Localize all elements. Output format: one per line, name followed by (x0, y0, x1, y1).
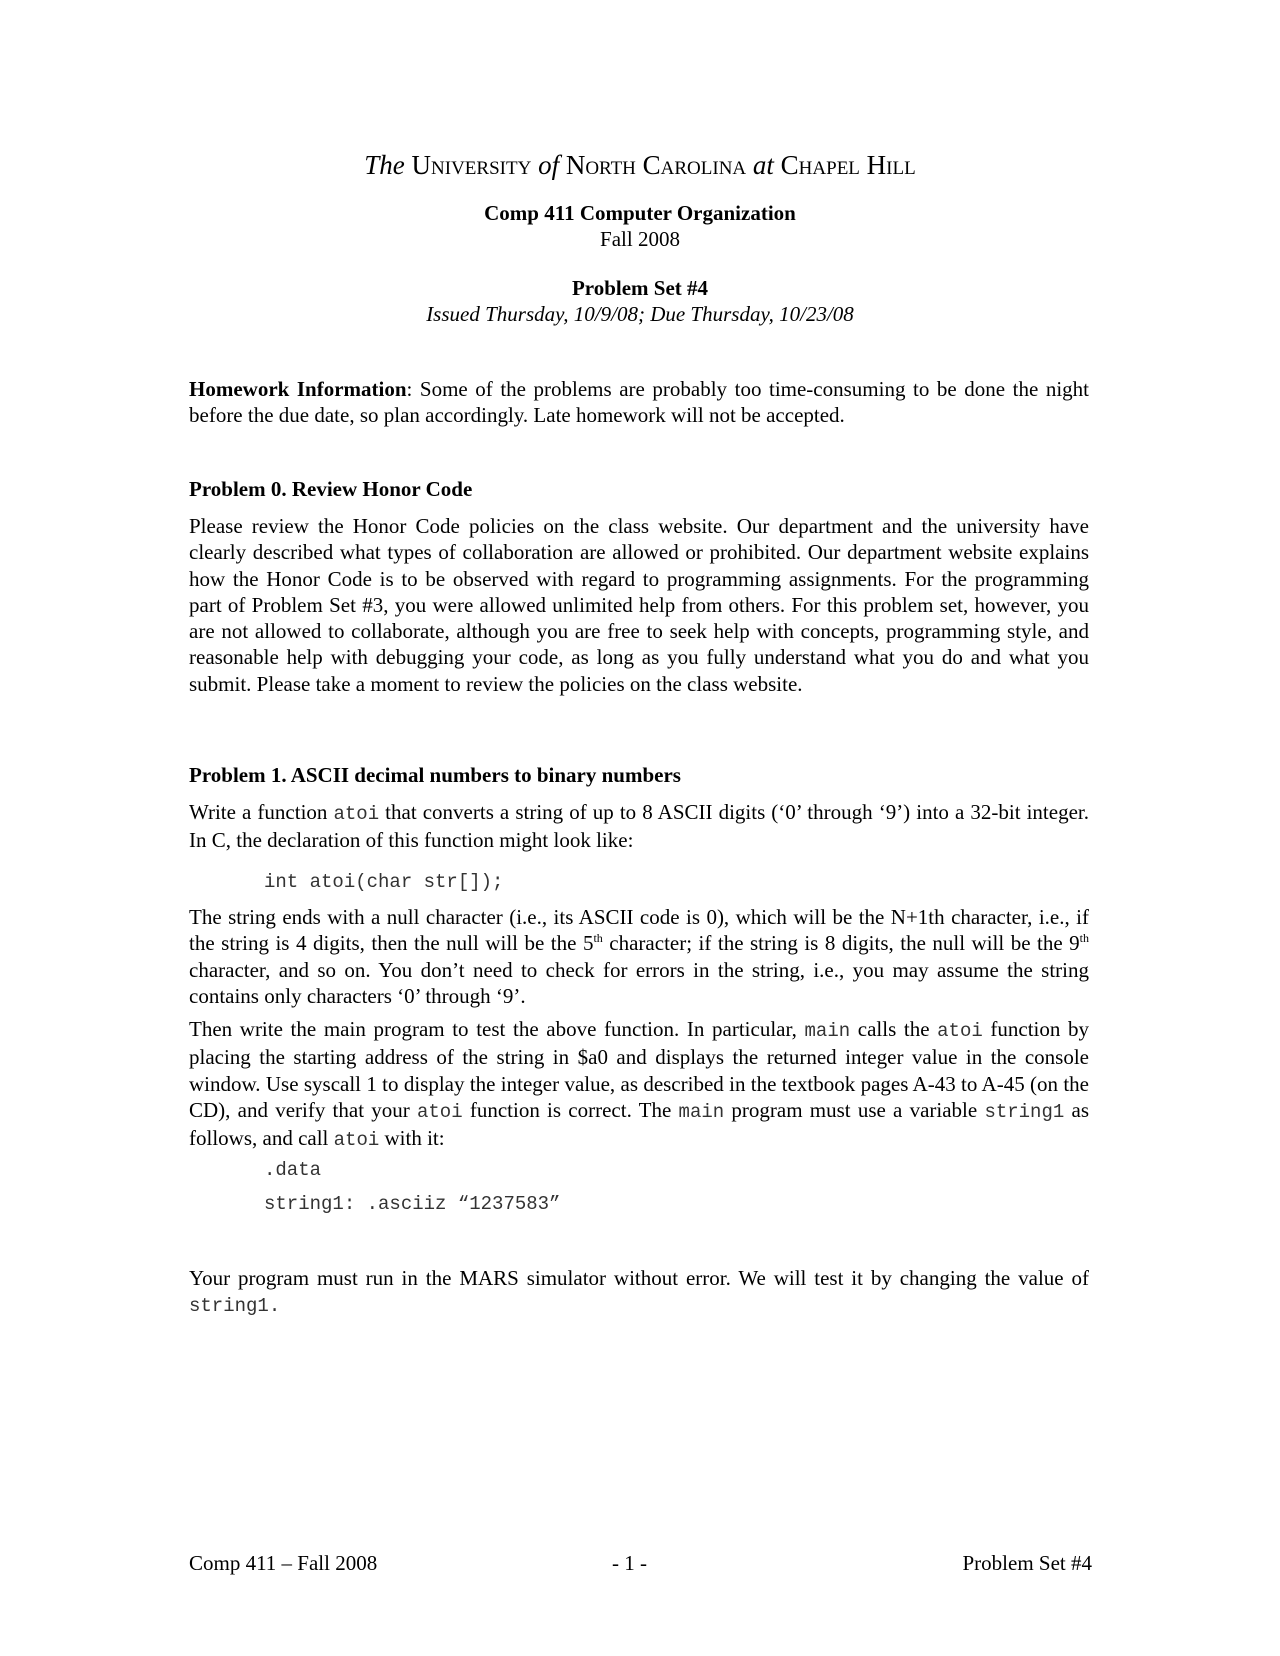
header-university: University (411, 150, 532, 180)
homework-info-label: Homework Information (189, 377, 407, 401)
university-header (0, 148, 1280, 182)
p3-text-e: program must use a variable (724, 1097, 985, 1122)
problem1-paragraph2 (189, 904, 1089, 1009)
p2-text-b: character; if the string is 8 digits, the null will be the 9 (602, 931, 1080, 956)
code-line-data: .data (264, 1159, 322, 1181)
problem1-paragraph4 (189, 1265, 1089, 1320)
p3-code-main: main (804, 1020, 851, 1042)
atoi-declaration: int atoi(char str[]); (264, 871, 504, 893)
p1-text-b: that converts a string of up to 8 ASCII digits (‘0’ through ‘9’) into a 32-bit integer. In C, the declaration of this function might look like: (189, 800, 1089, 853)
p4-text-a: Your program must run in the MARS simulator without error. We will test it by changing the value of (189, 1266, 1089, 1290)
problem1-heading: Problem 1. ASCII decimal numbers to binary numbers (189, 763, 681, 787)
p3-text-f: as follows, and call (189, 1097, 1090, 1151)
code-line-string1: string1: .asciiz “1237583” (264, 1193, 561, 1215)
problem0-heading: Problem 0. Review Honor Code (189, 477, 473, 501)
p2-text-c: character, and so on. You don’t need to check for errors in the string, i.e., you may assume the string contains only characters ‘0’ through ‘9’. (189, 957, 1089, 1008)
p3-text-a: Then write the main program to test the above function. In particular, (189, 1017, 805, 1041)
p3-code-atoi-2: atoi (417, 1100, 463, 1123)
footer-left: Comp 411 – Fall 2008 (189, 1551, 378, 1575)
header-chapel-hill: Chapel Hill (780, 150, 916, 180)
p3-code-string1: string1 (984, 1100, 1065, 1123)
homework-information (189, 376, 1089, 429)
p2-sup-th-2: th (1079, 931, 1090, 946)
course-title: Comp 411 Computer Organization (484, 201, 796, 225)
problem0-text (189, 513, 1089, 697)
problem0-paragraph: Please review the Honor Code policies on the class website. Our department and the university have clearly described what types of collaboration are allowed or prohibited. Our department website explains how the Honor Code is to be observed with regard to programming assignments. For the programming part of Problem Set #3, you were allowed unlimited help from others. For this problem set, however, you are not allowed to collaborate, although you are free to seek help with concepts, programming style, and reasonable help with debugging your code, as long as you fully understand what you do and what you submit. Please take a moment to review the policies on the class website. (189, 514, 1089, 696)
problem-set-title: Problem Set #4 (571, 276, 709, 300)
p1-text-a: Write a function (189, 800, 334, 824)
p3-text-b: calls the (850, 1017, 938, 1041)
p3-code-atoi: atoi (937, 1020, 983, 1042)
footer-page-number: - 1 - (612, 1551, 647, 1575)
p3-code-atoi-3: atoi (333, 1129, 380, 1152)
problem1-paragraph3 (189, 1016, 1089, 1153)
header-north-carolina: North Carolina (565, 150, 747, 180)
p1-code-atoi: atoi (333, 803, 380, 825)
course-term: Fall 2008 (600, 227, 680, 251)
p3-text-c: function by placing the starting address of the string in $a0 and displays the returned integer value in the console window. Use syscall 1 to display the integer value, as described in the textbook pages A-43 to A-45 (on the CD), and verify that your (189, 1017, 1090, 1122)
p3-text-g: with it: (379, 1126, 445, 1151)
p2-sup-th-1: th (593, 931, 603, 946)
problem-set-dates: Issued Thursday, 10/9/08; Due Thursday, 10/23/08 (426, 302, 854, 326)
header-at: at (752, 150, 774, 180)
p4-code-string1: string1. (189, 1295, 281, 1318)
footer-right: Problem Set #4 (962, 1551, 1092, 1575)
p2-text-a: The string ends with a null character (i.e., its ASCII code is 0), which will be the N+1th character, i.e., if the string is 4 digits, then the null will be the 5 (189, 905, 1089, 956)
problem1-paragraph1 (189, 799, 1089, 854)
header-the: The (364, 150, 405, 180)
p3-text-d: function is correct. The (462, 1097, 679, 1122)
homework-info-text: : Some of the problems are probably too time-consuming to be done the night before the due date, so plan accordingly. Late homework will not be accepted. (189, 377, 1089, 428)
p3-code-main-2: main (678, 1100, 725, 1123)
header-of: of (538, 150, 560, 180)
